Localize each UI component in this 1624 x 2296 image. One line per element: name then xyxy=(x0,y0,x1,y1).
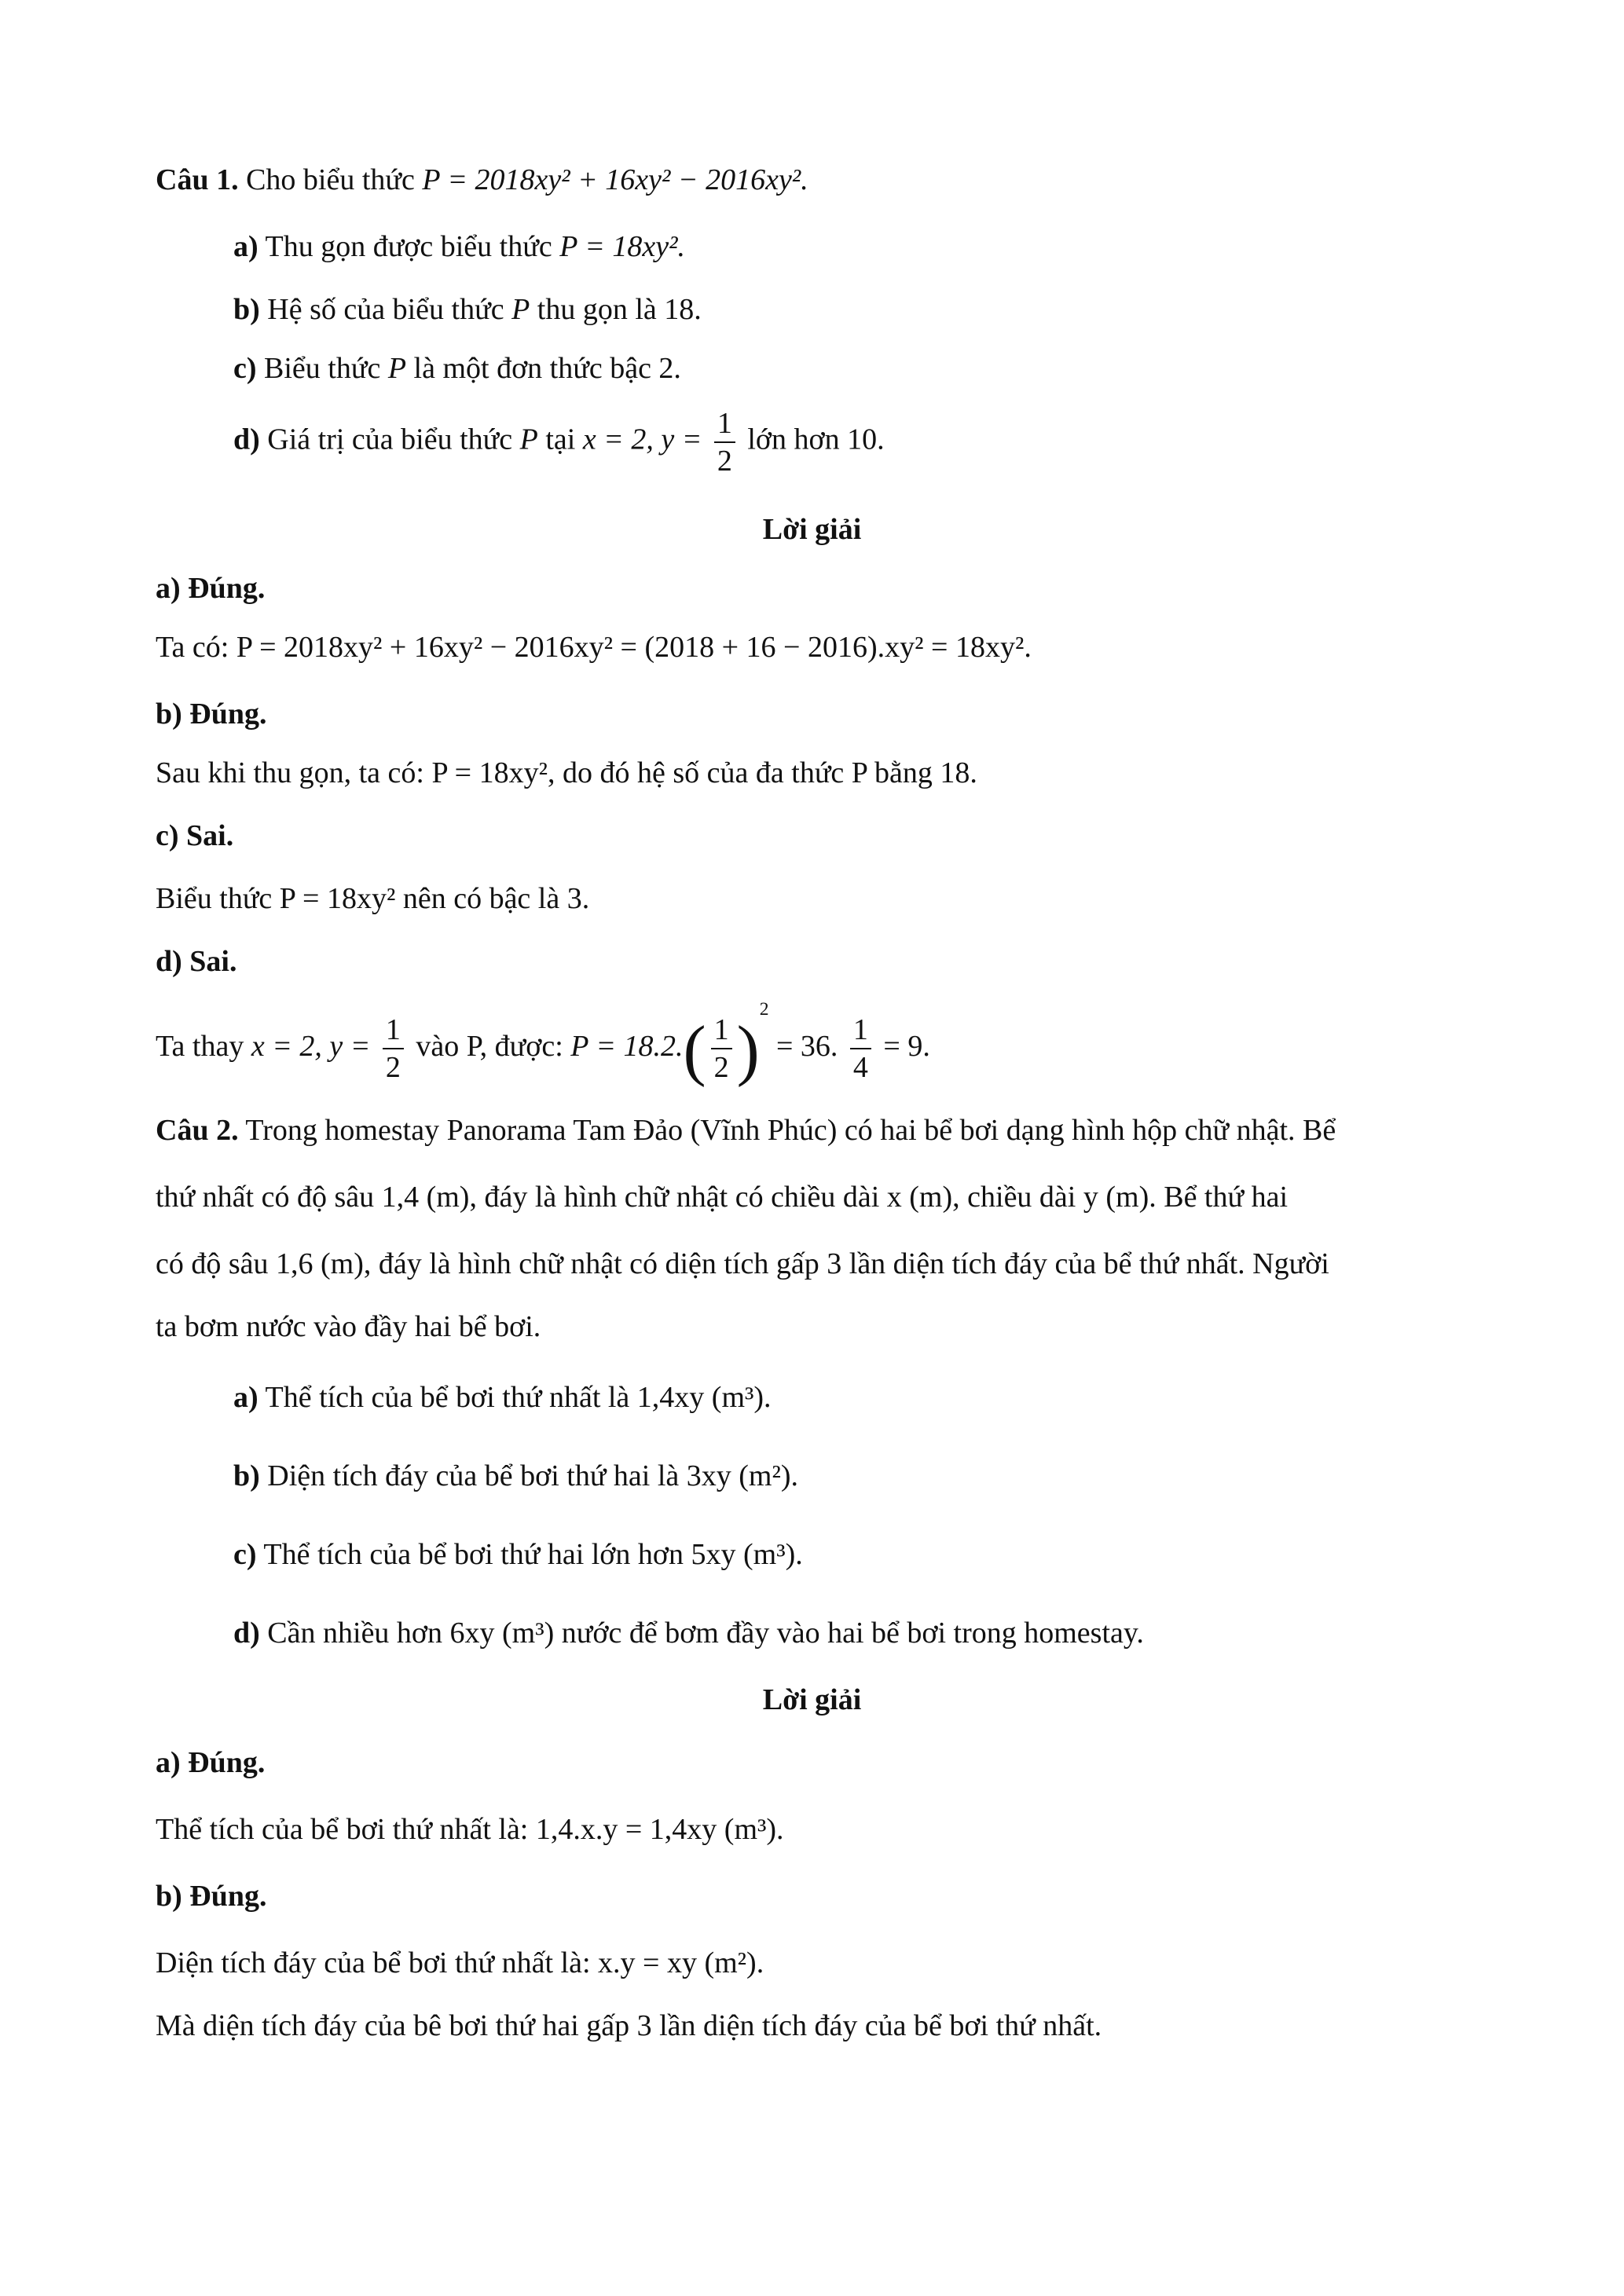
math-expression: P = 18xy². xyxy=(559,230,685,263)
solution-verdict-d: d) Sai. xyxy=(156,945,237,978)
solution-text: vào P, được: xyxy=(416,1029,563,1063)
option-label: b) xyxy=(233,1459,260,1492)
math-expression: = 9. xyxy=(883,1029,930,1063)
statement-text: là một đơn thức bậc 2. xyxy=(413,352,681,385)
statement-text: Thu gọn được biểu thức xyxy=(265,230,552,263)
solution-text: Ta thay xyxy=(156,1029,244,1063)
fraction-denominator: 2 xyxy=(385,1051,401,1085)
solution-line-b: Sau khi thu gọn, ta có: P = 18xy², do đó hệ số của đa thức P bằng 18. xyxy=(156,756,977,789)
fraction-numerator: 1 xyxy=(711,1015,732,1049)
solution-line-d xyxy=(156,999,930,1088)
statement-text: lớn hơn 10. xyxy=(747,423,885,456)
exponent: 2 xyxy=(759,999,769,1020)
option-label: a) xyxy=(233,230,258,263)
solution-line-b-2: Mà diện tích đáy của bê bơi thứ hai gấp 3 lần diện tích đáy của bể bơi thứ nhất. xyxy=(156,2009,1102,2042)
statement-text: Cần nhiều hơn 6xy (m³) nước để bơm đầy vào hai bể bơi trong homestay. xyxy=(267,1617,1144,1650)
solution-verdict-c: c) Sai. xyxy=(156,819,234,852)
statement-text: Thể tích của bể bơi thứ hai lớn hơn 5xy (m³). xyxy=(263,1538,803,1571)
solution-line-b-1: Diện tích đáy của bể bơi thứ nhất là: x.y = xy (m²). xyxy=(156,1946,764,1979)
math-expression: P = 18.2. xyxy=(570,1029,684,1063)
close-paren: ) xyxy=(736,1011,760,1088)
fraction-denominator: 2 xyxy=(713,1051,729,1085)
solution-verdict-b: b) Đúng. xyxy=(156,698,267,731)
fraction-numerator: 1 xyxy=(850,1015,871,1049)
q1-statement-d xyxy=(233,408,885,476)
question-2-stem-line-1 xyxy=(156,1115,1336,1145)
solution-line-c: Biểu thức P = 18xy² nên có bậc là 3. xyxy=(156,882,590,915)
q1-statement-c xyxy=(233,353,681,383)
math-symbol: P xyxy=(511,293,530,326)
solution-line-a: Thể tích của bể bơi thứ nhất là: 1,4.x.y = 1,4xy (m³). xyxy=(156,1813,784,1846)
fraction-numerator: 1 xyxy=(383,1015,404,1049)
q2-statement-d xyxy=(233,1618,1144,1648)
statement-text: Diện tích đáy của bể bơi thứ hai là 3xy (m²). xyxy=(267,1459,799,1492)
solution-heading: Lời giải xyxy=(762,1683,862,1716)
fraction xyxy=(714,408,735,476)
statement-text: Hệ số của biểu thức xyxy=(267,293,504,326)
fraction-numerator: 1 xyxy=(714,408,735,443)
option-label: b) xyxy=(233,293,260,326)
statement-text: tại xyxy=(545,423,576,456)
solution-line-a: Ta có: P = 2018xy² + 16xy² − 2016xy² = (2018 + 16 − 2016).xy² = 18xy². xyxy=(156,631,1032,664)
fraction xyxy=(383,1013,404,1085)
math-expression: P = 2018xy² + 16xy² − 2016xy². xyxy=(422,163,808,196)
option-label: a) xyxy=(233,1381,258,1414)
q1-statement-b xyxy=(233,295,702,324)
math-expression: x = 2, y = xyxy=(251,1029,371,1063)
fraction xyxy=(711,1013,732,1085)
q2-statement-a xyxy=(233,1382,772,1412)
question-label: Câu 1. xyxy=(156,163,239,196)
solution-heading: Lời giải xyxy=(762,513,862,546)
q2-statement-c xyxy=(233,1540,803,1569)
option-label: d) xyxy=(233,1617,260,1650)
math-symbol: P xyxy=(387,352,407,385)
question-label: Câu 2. xyxy=(156,1114,239,1147)
statement-text: Biểu thức xyxy=(264,352,381,385)
solution-verdict-b: b) Đúng. xyxy=(156,1880,267,1913)
solution-verdict-a: a) Đúng. xyxy=(156,572,266,605)
math-expression: x = 2, y = xyxy=(582,423,702,456)
question-text: Cho biểu thức xyxy=(246,163,415,196)
option-label: d) xyxy=(233,423,260,456)
q1-statement-a xyxy=(233,232,685,262)
question-1-stem xyxy=(156,165,808,195)
option-label: c) xyxy=(233,1538,257,1571)
math-expression: = 36. xyxy=(775,1029,838,1063)
statement-text: Giá trị của biểu thức xyxy=(267,423,513,456)
fraction-denominator: 4 xyxy=(852,1051,868,1085)
question-2-stem-line-4: ta bơm nước vào đầy hai bể bơi. xyxy=(156,1310,541,1343)
q2-statement-b xyxy=(233,1461,798,1491)
fraction-denominator: 2 xyxy=(717,445,732,478)
question-text: Trong homestay Panorama Tam Đảo (Vĩnh Phúc) có hai bể bơi dạng hình hộp chữ nhật. Bể xyxy=(245,1114,1336,1147)
statement-text: thu gọn là 18. xyxy=(537,293,702,326)
open-paren: ( xyxy=(683,1011,706,1088)
option-label: c) xyxy=(233,352,257,385)
solution-verdict-a: a) Đúng. xyxy=(156,1746,266,1779)
question-2-stem-line-3: có độ sâu 1,6 (m), đáy là hình chữ nhật có diện tích gấp 3 lần diện tích đáy của bể thứ nhất. Người xyxy=(156,1247,1329,1280)
question-2-stem-line-2: thứ nhất có độ sâu 1,4 (m), đáy là hình chữ nhật có chiều dài x (m), chiều dài y (m). Bể thứ hai xyxy=(156,1181,1289,1214)
fraction xyxy=(850,1013,871,1085)
math-symbol: P xyxy=(519,423,538,456)
statement-text: Thể tích của bể bơi thứ nhất là 1,4xy (m³). xyxy=(265,1381,772,1414)
